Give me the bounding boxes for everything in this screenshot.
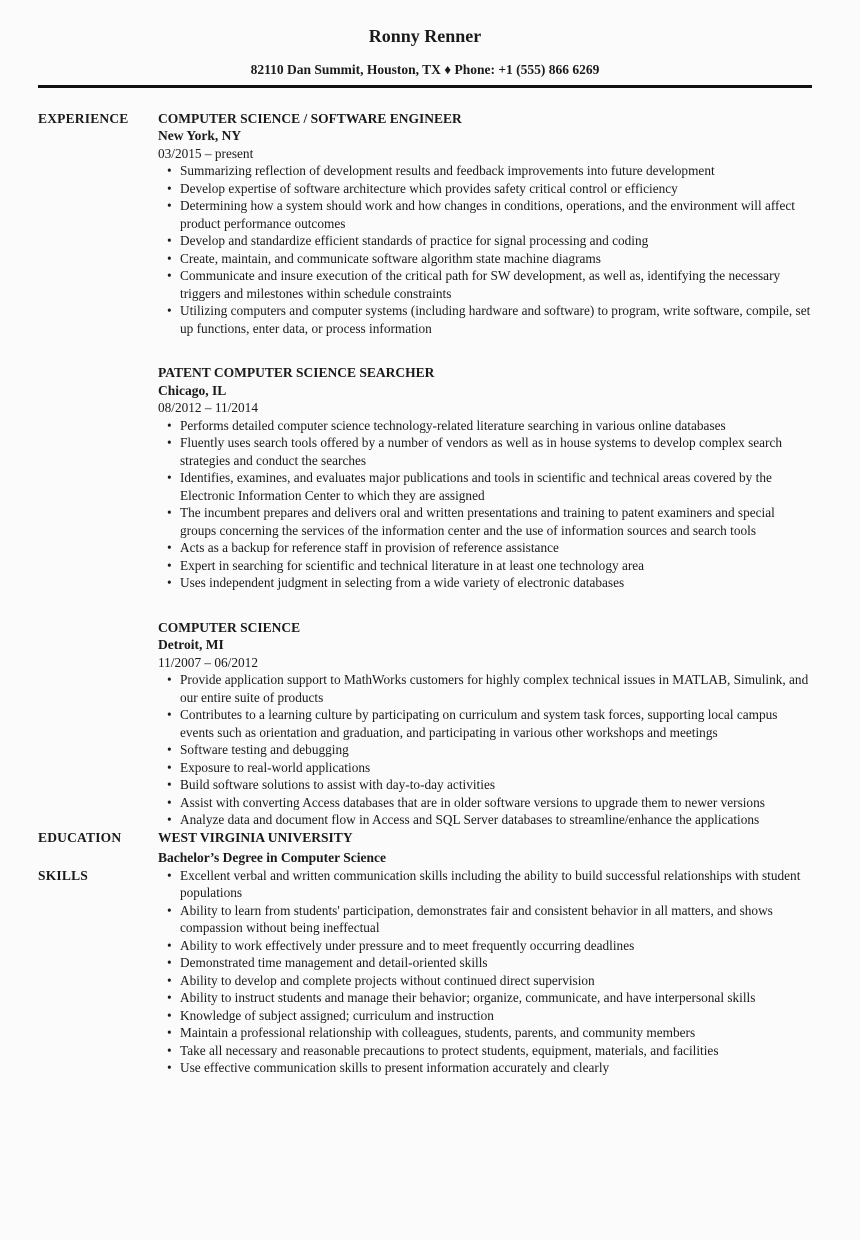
bullet-item: • Ability to learn from students' participation, demonstrates fair and consistent behavior in all matters, and shows compassion without being ineffectual bbox=[167, 902, 812, 937]
education-content bbox=[158, 829, 812, 867]
bullet-item: • Develop and standardize efficient standards of practice for signal processing and coding bbox=[167, 232, 812, 250]
bullet-item: • Excellent verbal and written communication skills including the ability to build successful relationships with student populations bbox=[167, 867, 812, 902]
job-location: New York, NY bbox=[158, 128, 242, 143]
bullet-item: • Expert in searching for scientific and technical literature in at least one technology area bbox=[167, 557, 812, 575]
bullet-item: • Ability to instruct students and manage their behavior; organize, communicate, and have interpersonal skills bbox=[167, 989, 812, 1007]
job-entry bbox=[158, 110, 812, 338]
bullet-item: • Maintain a professional relationship with colleagues, students, parents, and community members bbox=[167, 1024, 812, 1042]
job-title: COMPUTER SCIENCE bbox=[158, 619, 301, 635]
section-label-skills: SKILLS bbox=[38, 867, 88, 883]
bullet-item: • Fluently uses search tools offered by a number of vendors as well as in house systems to develop complex search strategies and conduct the searches bbox=[167, 434, 812, 469]
bullet-item: • Analyze data and document flow in Access and SQL Server databases to streamline/enhance the applications bbox=[167, 811, 812, 829]
contact-line: 82110 Dan Summit, Houston, TX ♦ Phone: +1 (555) 866 6269 bbox=[250, 62, 600, 77]
bullet-item: • The incumbent prepares and delivers oral and written presentations and training to patent examiners and special groups concerning the services of the information center and the use of information sources and search tools bbox=[167, 504, 812, 539]
job-bullets bbox=[158, 417, 812, 592]
job-dates: 11/2007 – 06/2012 bbox=[158, 654, 258, 670]
bullet-item: • Knowledge of subject assigned; curriculum and instruction bbox=[167, 1007, 812, 1025]
bullet-item: • Utilizing computers and computer systems (including hardware and software) to program, write software, compile, set up functions, enter data, or process information bbox=[167, 302, 812, 337]
bullet-item: • Develop expertise of software architecture which provides safety critical control or efficiency bbox=[167, 180, 812, 198]
resume-body bbox=[38, 110, 812, 1077]
section-label-experience: EXPERIENCE bbox=[38, 110, 129, 126]
bullet-item: • Contributes to a learning culture by participating on curriculum and system task forces, supporting local campus events such as orientation and graduation, and participating in various other workshops and meetings bbox=[167, 706, 812, 741]
school-name: WEST VIRGINIA UNIVERSITY bbox=[158, 829, 353, 845]
bullet-item: • Create, maintain, and communicate software algorithm state machine diagrams bbox=[167, 250, 812, 268]
bullet-item: • Use effective communication skills to present information accurately and clearly bbox=[167, 1059, 812, 1077]
experience-section bbox=[38, 110, 812, 829]
bullet-item: • Performs detailed computer science technology-related literature searching in various online databases bbox=[167, 417, 812, 435]
education-section bbox=[38, 829, 812, 867]
bullet-item: • Summarizing reflection of development results and feedback improvements into future development bbox=[167, 162, 812, 180]
job-entry bbox=[158, 619, 812, 829]
job-title: PATENT COMPUTER SCIENCE SEARCHER bbox=[158, 365, 435, 380]
job-entry bbox=[158, 364, 812, 592]
resume-header bbox=[38, 26, 812, 88]
skills-bullets bbox=[158, 867, 812, 1077]
bullet-item: • Demonstrated time management and detail-oriented skills bbox=[167, 954, 812, 972]
bullet-item: • Build software solutions to assist with day-to-day activities bbox=[167, 776, 812, 794]
job-dates: 08/2012 – 11/2014 bbox=[158, 400, 258, 415]
skills-content bbox=[158, 867, 812, 1077]
experience-jobs bbox=[158, 110, 812, 829]
skills-section bbox=[38, 867, 812, 1077]
job-dates: 03/2015 – present bbox=[158, 145, 254, 161]
bullet-item: • Provide application support to MathWorks customers for highly complex technical issues in MATLAB, Simulink, and our entire suite of products bbox=[167, 671, 812, 706]
bullet-item: • Ability to work effectively under pressure and to meet frequently occurring deadlines bbox=[167, 937, 812, 955]
degree-name: Bachelor’s Degree in Computer Science bbox=[158, 849, 386, 865]
job-bullets bbox=[158, 162, 812, 337]
bullet-item: • Assist with converting Access databases that are in older software versions to upgrade them to newer versions bbox=[167, 794, 812, 812]
bullet-item: • Acts as a backup for reference staff in provision of reference assistance bbox=[167, 539, 812, 557]
bullet-item: • Software testing and debugging bbox=[167, 741, 812, 759]
header-divider bbox=[38, 85, 812, 88]
job-location: Chicago, IL bbox=[158, 382, 227, 398]
person-name: Ronny Renner bbox=[368, 26, 482, 46]
bullet-item: • Determining how a system should work and how changes in conditions, operations, and the environment will affect product performance outcomes bbox=[167, 197, 812, 232]
job-location: Detroit, MI bbox=[158, 637, 224, 652]
job-bullets bbox=[158, 671, 812, 829]
bullet-item: • Uses independent judgment in selecting from a wide variety of electronic databases bbox=[167, 574, 812, 592]
bullet-item: • Communicate and insure execution of the critical path for SW development, as well as, identifying the necessary triggers and milestones within schedule constraints bbox=[167, 267, 812, 302]
job-title: COMPUTER SCIENCE / SOFTWARE ENGINEER bbox=[158, 110, 462, 126]
bullet-item: • Ability to develop and complete projects without continued direct supervision bbox=[167, 972, 812, 990]
section-label-education: EDUCATION bbox=[38, 829, 122, 845]
bullet-item: • Exposure to real-world applications bbox=[167, 759, 812, 777]
bullet-item: • Take all necessary and reasonable precautions to protect students, equipment, materials, and facilities bbox=[167, 1042, 812, 1060]
bullet-item: • Identifies, examines, and evaluates major publications and tools in scientific and technical areas covered by the Electronic Information Center to which they are assigned bbox=[167, 469, 812, 504]
